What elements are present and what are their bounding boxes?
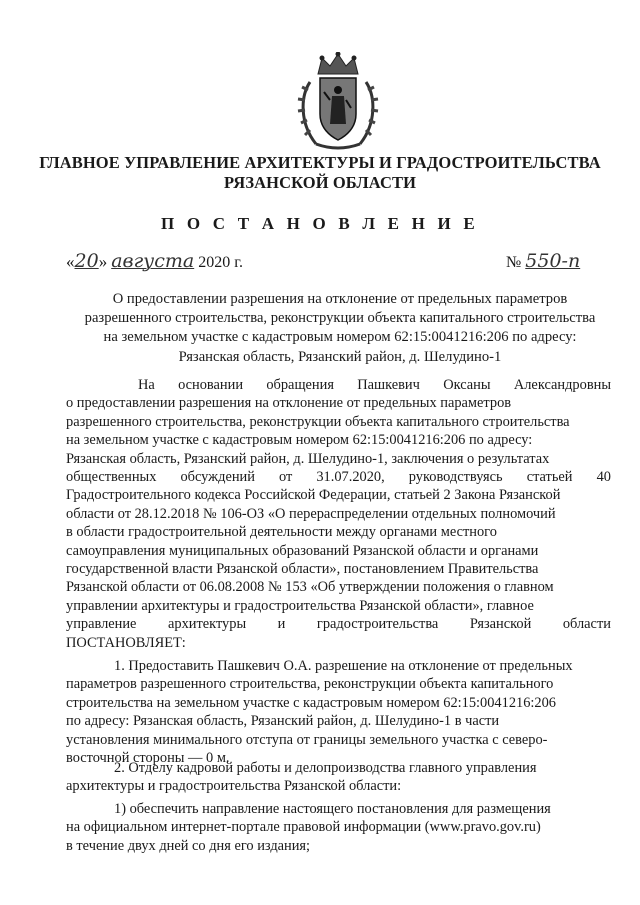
text-line [66,505,611,523]
text-line [66,523,611,541]
text-chunk: ПОСТАНОВЛЯЕТ: [66,634,186,651]
text-line [66,634,611,652]
text-chunk: 1. Предоставить Пашкевич О.А. разрешение на отклонение от предельных [114,658,573,674]
org-name-line1: ГЛАВНОЕ УПРАВЛЕНИЕ АРХИТЕКТУРЫ И ГРАДОСТРОИТЕЛЬСТВА [39,153,601,172]
text-chunk: разрешенного строительства, реконструкции объекта капитального строительства [66,413,570,430]
number-label: № [506,254,522,271]
subject-line: на земельном участке с кадастровым номером 62:15:0041216:206 по адресу: [103,329,577,346]
text-chunk: государственной власти Рязанской области», постановлением Правительства [66,561,539,578]
text-chunk: области от 28.12.2018 № 106-ОЗ «О перераспределении отдельных полномочий [66,505,556,522]
text-line [66,578,611,596]
text-chunk: о предоставлении разрешения на отклонение от предельных параметров [66,395,512,412]
date-year: 2020 г. [198,254,243,271]
text-line [66,712,611,730]
text-chunk: от [279,469,293,486]
subject-line: разрешенного строительства, реконструкции объекта капитального строительства [84,310,596,327]
text-chunk: параметров разрешенного строительства, реконструкции объекта капитального [66,676,554,693]
text-line [66,468,611,486]
text-chunk: градостроительства [316,616,439,633]
text-chunk: Александровны [513,377,611,393]
point-1-paragraph [66,657,611,767]
date-close-quote: » [98,252,108,271]
text-line [66,800,611,818]
text-line [66,759,611,777]
text-chunk: Оксаны [443,377,491,393]
text-chunk: обсуждений [180,469,255,486]
subject-line: Рязанская область, Рязанский район, д. Шелудино-1 [178,348,502,365]
date-month: августа [111,250,195,272]
text-chunk: управлении архитектуры и градостроительства Рязанской области», главное [66,597,534,614]
date-day: 20 [74,250,99,272]
text-chunk: основании [178,377,244,393]
text-chunk: в течение двух дней со дня его издания; [66,837,311,854]
date-open-quote: « [66,252,75,271]
text-line [66,394,611,412]
text-line [66,777,611,795]
text-chunk: 1) обеспечить направление настоящего постановления для размещения [114,801,551,817]
text-chunk: Рязанская область, Рязанский район, д. Шелудино-1, заключения о результатах [66,450,550,467]
text-chunk: строительства на земельном участке с кадастровым номером 62:15:0041216:206 [66,694,556,711]
text-line [66,675,611,693]
text-line [66,413,611,431]
subject-line: О предоставлении разрешения на отклонение от предельных параметров [112,291,568,307]
text-chunk: управление [66,616,137,633]
text-line [66,615,611,633]
preamble-paragraph [66,376,611,652]
text-line [66,486,611,504]
text-chunk: Градостроительного кодекса Российской Федерации, статьей 2 Закона Рязанской [66,487,561,504]
text-chunk: восточной стороны — 0 м. [66,750,230,767]
point-2-paragraph [66,759,611,796]
org-name-line2: РЯЗАНСКОЙ ОБЛАСТИ [223,173,417,192]
text-line [66,837,611,855]
text-chunk: области [562,616,611,633]
text-chunk: Рязанской [469,616,532,633]
document-type-title: П О С Т А Н О В Л Е Н И Е [161,214,479,233]
text-chunk: руководствуясь [408,469,503,486]
number-value: 550-п [525,250,581,272]
text-line [66,597,611,615]
text-chunk: архитектуры [168,616,247,633]
text-line [66,376,611,394]
text-chunk: 31.07.2020, [316,469,385,486]
text-line [66,731,611,749]
text-chunk: Пашкевич [357,377,420,393]
document-number [506,250,580,272]
document-subject [80,290,600,367]
text-line [66,431,611,449]
text-chunk: Рязанской области от 06.08.2008 № 153 «Об утверждении положения о главном [66,579,554,596]
text-chunk: в области градостроительной деятельности между органами местного [66,524,497,541]
text-chunk: статьей [526,469,573,486]
text-chunk: установления минимального отступа от границы земельного участка с северо- [66,731,548,748]
text-line [66,657,611,675]
text-chunk: архитектуры и градостроительства Рязанской области: [66,778,402,795]
text-line [66,818,611,836]
text-chunk: 40 [596,469,611,486]
coat-of-arms-icon [296,52,380,156]
text-chunk: обращения [266,377,334,393]
text-chunk: самоуправления муниципальных образований Рязанской области и органами [66,542,539,559]
text-chunk: На [138,377,155,393]
text-line [66,450,611,468]
text-chunk: и [277,616,286,633]
text-chunk: общественных [66,469,157,486]
point-2-1-paragraph [66,800,611,855]
text-line [66,560,611,578]
text-chunk: 2. Отделу кадровой работы и делопроизводства главного управления [114,760,537,776]
document-date [66,250,243,272]
text-chunk: на земельном участке с кадастровым номером 62:15:0041216:206 по адресу: [66,432,533,449]
text-chunk: по адресу: Рязанская область, Рязанский район, д. Шелудино-1 в части [66,713,500,730]
text-line [66,542,611,560]
text-chunk: на официальном интернет-портале правовой информации (www.pravo.gov.ru) [66,819,541,836]
text-line [66,694,611,712]
